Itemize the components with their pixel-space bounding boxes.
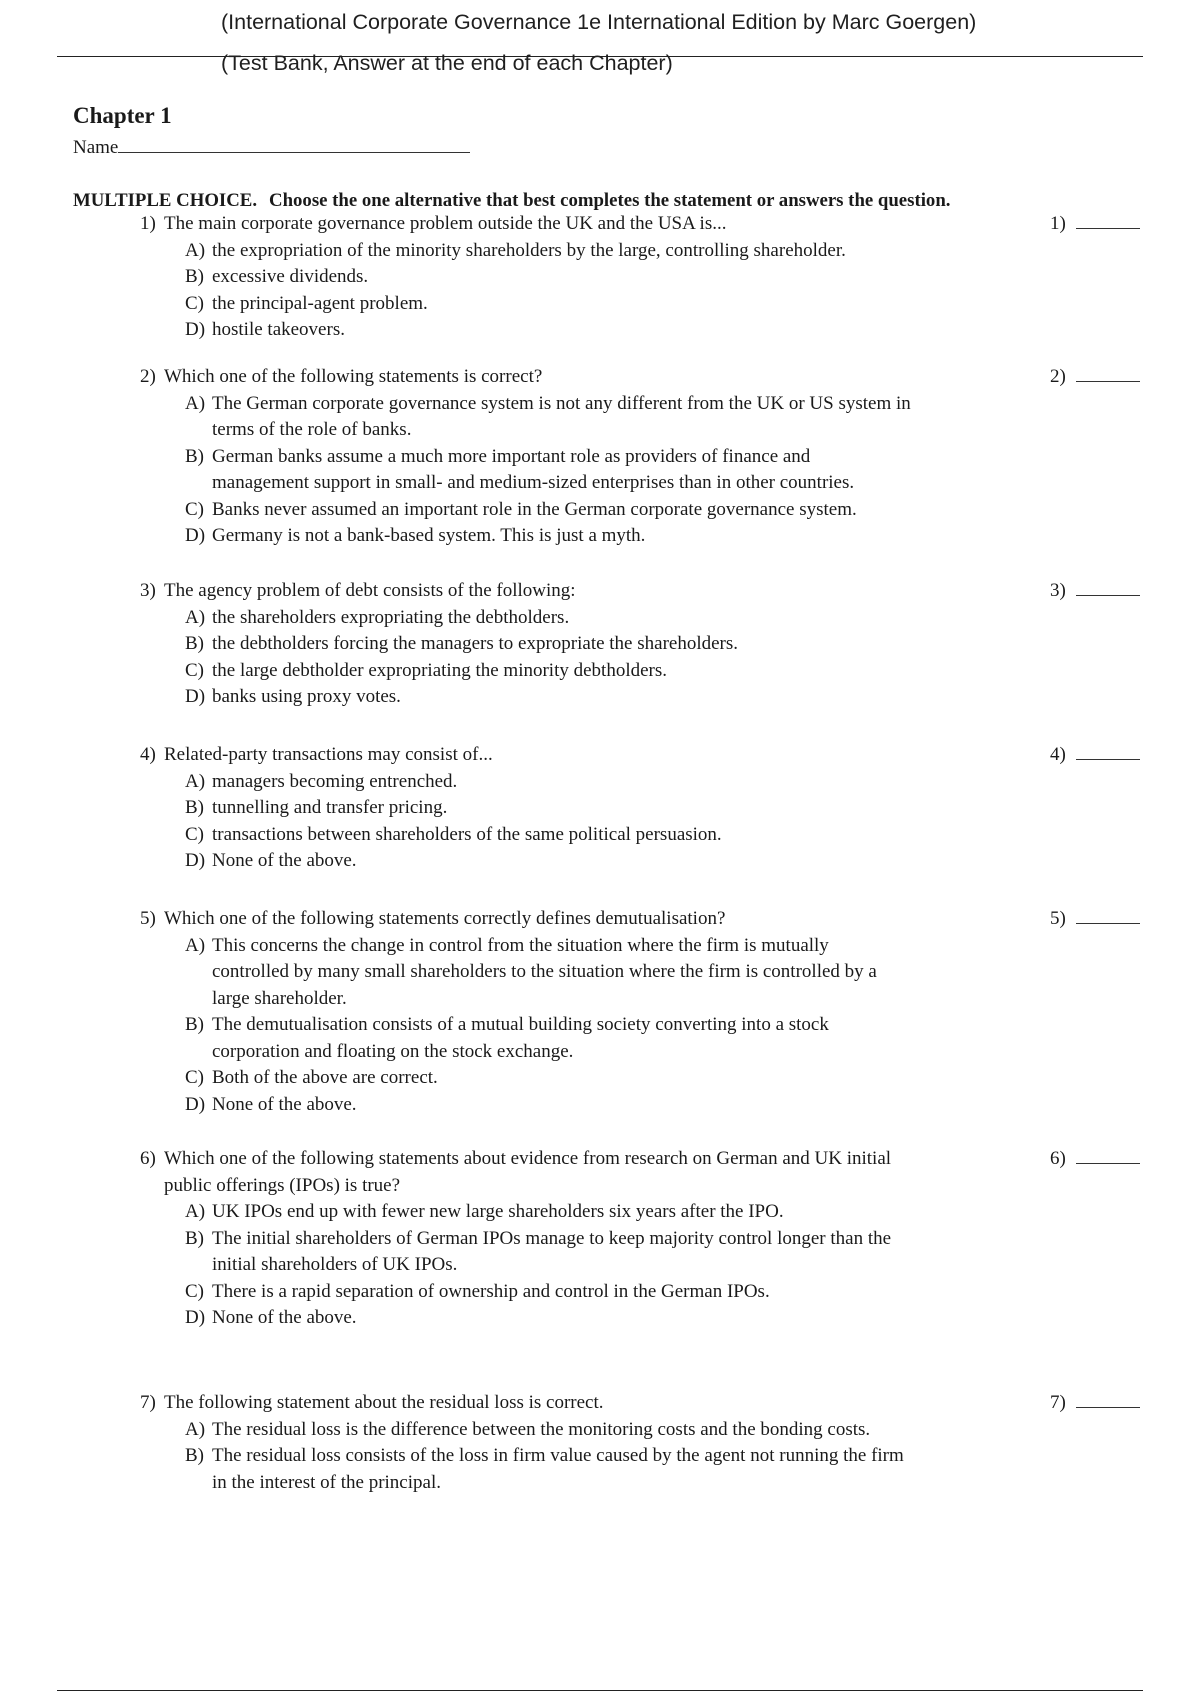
option-text-line: There is a rapid separation of ownership and control in the German IPOs. [212,1280,770,1302]
name-field [73,136,470,159]
option-label: C) [185,1280,204,1302]
answer-option [185,848,1025,875]
option-label: B) [185,1445,204,1466]
option-text-line: The residual loss is the difference between the monitoring costs and the bonding costs. [212,1418,871,1440]
answer-blank-line[interactable] [1076,581,1140,596]
option-label: B) [185,797,204,818]
answer-option [185,605,1025,632]
option-text-line: the shareholders expropriating the debtholders. [212,606,570,628]
option-text-line: None of the above. [212,1307,357,1328]
question-stem-text: The following statement about the residual loss is correct. [164,1392,604,1413]
option-label: B) [185,633,204,654]
answer-option [185,1443,1025,1496]
answer-slot [1050,364,1140,391]
option-text-line: This concerns the change in control from the situation where the firm is mutually [212,934,829,956]
answer-option [185,1279,1025,1306]
question-stem-text: public offerings (IPOs) is true? [164,1174,401,1196]
option-label: A) [185,1418,206,1440]
answer-option [185,444,1025,497]
option-label: D) [185,319,206,340]
name-blank-line [118,136,470,153]
option-label: B) [185,445,204,467]
answer-blank-line[interactable] [1076,1393,1140,1408]
chapter-title: Chapter 1 [73,103,172,128]
answer-options [185,933,1025,1119]
name-label: Name [73,137,119,158]
question-stem [140,578,1020,605]
question-stem-line [140,211,1020,238]
answer-option [185,1417,1025,1444]
answer-slot [1050,1146,1140,1173]
option-text-line: The residual loss consists of the loss in firm value caused by the agent not running the firm [212,1445,904,1466]
question-stem-text: Which one of the following statements is correct? [164,366,543,387]
answer-option [185,391,1025,444]
answer-options [185,238,1025,344]
option-label: A) [185,606,206,628]
answer-slot-number: 2) [1050,366,1066,387]
option-text-line: UK IPOs end up with fewer new large shareholders six years after the IPO. [212,1201,784,1222]
option-label: D) [185,850,206,871]
option-text-line: management support in small- and medium-sized enterprises than in other countries. [212,472,855,493]
question-number: 1) [140,213,156,234]
option-text-line: corporation and floating on the stock exchange. [212,1040,574,1062]
option-label: B) [185,266,204,287]
answer-option [185,291,1025,318]
option-text-line: banks using proxy votes. [212,686,401,707]
question-stem-line [140,1146,1020,1173]
option-text-line: The German corporate governance system is not any different from the UK or US system in [212,392,911,414]
option-text-line: Banks never assumed an important role in the German corporate governance system. [212,498,857,520]
option-text-line: hostile takeovers. [212,319,345,340]
option-text-line: None of the above. [212,850,357,871]
question-stem [140,1390,1020,1417]
section-heading [73,190,950,212]
option-text-line: tunnelling and transfer pricing. [212,797,448,818]
option-text-line: managers becoming entrenched. [212,770,458,792]
option-text-line: excessive dividends. [212,266,369,287]
answer-options [185,1199,1025,1332]
document-header-subtitle: (Test Bank, Answer at the end of each Chapter) [221,51,673,75]
answer-slot-number: 5) [1050,908,1066,929]
answer-option [185,497,1025,524]
question-number: 3) [140,580,156,601]
answer-option [185,1305,1025,1332]
answer-blank-line[interactable] [1076,909,1140,924]
option-label: D) [185,1093,206,1115]
answer-slot-number: 4) [1050,744,1066,765]
answer-slot [1050,906,1140,933]
option-text-line: Germany is not a bank-based system. This is just a myth. [212,525,646,546]
option-label: A) [185,239,206,261]
question-stem-text: The main corporate governance problem outside the UK and the USA is... [164,213,727,234]
option-text-line: None of the above. [212,1093,357,1115]
question-stem [140,906,1020,933]
section-instruction: Choose the one alternative that best completes the statement or answers the question. [269,190,951,211]
question-stem-line [140,364,1020,391]
option-text-line: The initial shareholders of German IPOs manage to keep majority control longer than the [212,1227,892,1249]
option-label: B) [185,1227,204,1249]
answer-option [185,523,1025,550]
option-label: A) [185,934,206,956]
answer-option [185,1226,1025,1279]
answer-slot [1050,742,1140,769]
answer-option [185,658,1025,685]
option-text-line: controlled by many small shareholders to the situation where the firm is controlled by a [212,961,877,982]
option-text-line: the principal-agent problem. [212,292,428,314]
answer-slot-number: 1) [1050,213,1066,234]
question-stem-text: Related-party transactions may consist of... [164,744,493,765]
option-label: D) [185,525,206,546]
answer-slot-number: 6) [1050,1148,1066,1169]
option-label: D) [185,686,206,707]
section-type: MULTIPLE CHOICE. [73,190,258,211]
option-label: A) [185,770,206,792]
option-text-line: the large debtholder expropriating the minority debtholders. [212,659,667,681]
option-label: C) [185,292,204,314]
answer-option [185,317,1025,344]
answer-option [185,684,1025,711]
footer-rule [57,1690,1143,1691]
answer-option [185,1092,1025,1119]
answer-blank-line[interactable] [1076,1149,1140,1164]
question-number: 7) [140,1392,156,1413]
question-stem-line [140,906,1020,933]
question-stem [140,364,1020,391]
answer-option [185,933,1025,1013]
question-stem-text: Which one of the following statements correctly defines demutualisation? [164,908,726,929]
question-stem-line [140,578,1020,605]
answer-slot-number: 7) [1050,1392,1066,1413]
answer-option [185,1199,1025,1226]
answer-option [185,795,1025,822]
option-label: C) [185,823,204,845]
document-header-title: (International Corporate Governance 1e International Edition by Marc Goergen) [221,10,977,34]
option-text-line: initial shareholders of UK IPOs. [212,1254,458,1275]
option-text-line: the expropriation of the minority shareholders by the large, controlling shareholder. [212,239,846,261]
option-label: B) [185,1014,204,1035]
question-number: 2) [140,366,156,387]
answer-options [185,1417,1025,1497]
option-text-line: the debtholders forcing the managers to expropriate the shareholders. [212,633,739,654]
question-stem-line [140,742,1020,769]
answer-slot [1050,1390,1140,1417]
option-label: D) [185,1307,206,1328]
answer-option [185,822,1025,849]
question-stem-text: The agency problem of debt consists of the following: [164,580,576,601]
question-number: 4) [140,744,156,765]
answer-blank-line[interactable] [1076,214,1140,229]
question-stem-line [140,1390,1020,1417]
option-text-line: Both of the above are correct. [212,1067,438,1088]
option-text-line: transactions between shareholders of the same political persuasion. [212,823,722,845]
option-label: A) [185,392,206,414]
option-label: C) [185,498,204,520]
answer-option [185,238,1025,265]
question-stem [140,1146,1020,1199]
question-stem-line [140,1173,1020,1200]
question-number: 6) [140,1148,156,1169]
option-text-line: large shareholder. [212,987,347,1009]
answer-options [185,769,1025,875]
question-stem [140,211,1020,238]
option-text-line: The demutualisation consists of a mutual building society converting into a stock [212,1014,829,1035]
answer-option [185,264,1025,291]
question-stem [140,742,1020,769]
option-text-line: terms of the role of banks. [212,419,412,440]
option-label: C) [185,659,204,681]
answer-options [185,391,1025,550]
option-text-line: in the interest of the principal. [212,1471,441,1493]
option-text-line: German banks assume a much more important role as providers of finance and [212,445,811,467]
answer-slot [1050,211,1140,238]
question-stem-text: Which one of the following statements about evidence from research on German and UK initial [164,1148,892,1169]
option-label: C) [185,1067,204,1088]
option-label: A) [185,1201,206,1222]
answer-slot-number: 3) [1050,580,1066,601]
answer-blank-line[interactable] [1076,745,1140,760]
answer-option [185,1012,1025,1065]
answer-slot [1050,578,1140,605]
question-number: 5) [140,908,156,929]
answer-option [185,769,1025,796]
answer-option [185,1065,1025,1092]
answer-blank-line[interactable] [1076,367,1140,382]
answer-option [185,631,1025,658]
answer-options [185,605,1025,711]
